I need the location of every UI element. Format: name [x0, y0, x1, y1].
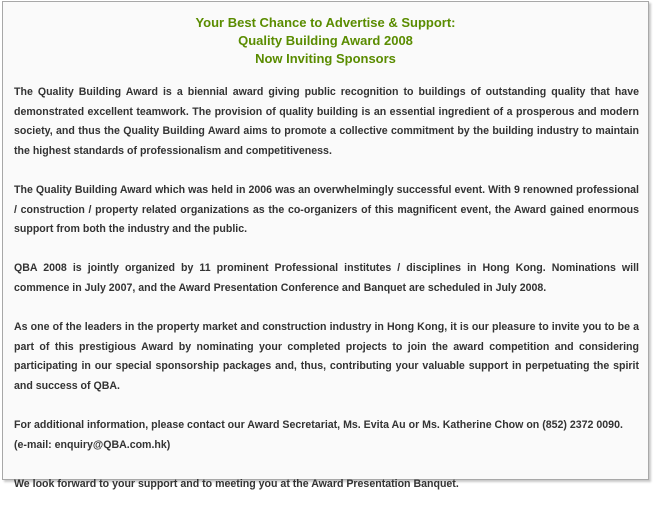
contact-info: For additional information, please contact our Award Secretariat, Ms. Evita Au or Ms. Katherine Chow on (852) 2372 0090. — [14, 419, 623, 432]
paragraph-closing: We look forward to your support and to meeting you at the Award Presentation Banquet. — [14, 477, 459, 490]
header-award-name: Quality Building Award 2008 — [238, 33, 413, 48]
paragraph-qba-2008: QBA 2008 is jointly organized by 11 prominent Professional institutes / disciplines in Hong Kong. Nominations will commence in July 2007, and the Award Presentation Conference and Banquet are scheduled in July 2008. — [14, 262, 639, 294]
header-title: Your Best Chance to Advertise & Support: — [195, 15, 456, 30]
page-header — [3, 14, 648, 68]
content-panel — [2, 1, 649, 490]
header-subtitle: Now Inviting Sponsors — [255, 51, 396, 66]
paragraph-2006-event: The Quality Building Award which was held in 2006 was an overwhelmingly successful event. With 9 renowned professional / construction / property related organizations as the co-organizers of this magnificent event, the Award gained enormous support from both the industry and the public. — [14, 183, 639, 236]
body-text — [14, 83, 639, 514]
paragraph-award-intro: The Quality Building Award is a biennial award giving public recognition to buildings of outstanding quality that have demonstrated excellent teamwork. The provision of quality building is an essential ingredient of a prosperous and modern society, and thus the Quality Building Award aims to promote a collective commitment by the building industry to maintain the highest standards of professionalism and competitiveness. — [14, 86, 639, 157]
paragraph-invitation: As one of the leaders in the property market and construction industry in Hong Kong, it is our pleasure to invite you to be a part of this prestigious Award by nominating your completed projects to join the award competition and considering participating in our special sponsorship packages and, thus, contributing your valuable support in perpetuating the spirit and success of QBA. — [14, 321, 639, 392]
paragraph-contact — [14, 416, 639, 455]
contact-email: (e-mail: enquiry@QBA.com.hk) — [14, 438, 171, 451]
